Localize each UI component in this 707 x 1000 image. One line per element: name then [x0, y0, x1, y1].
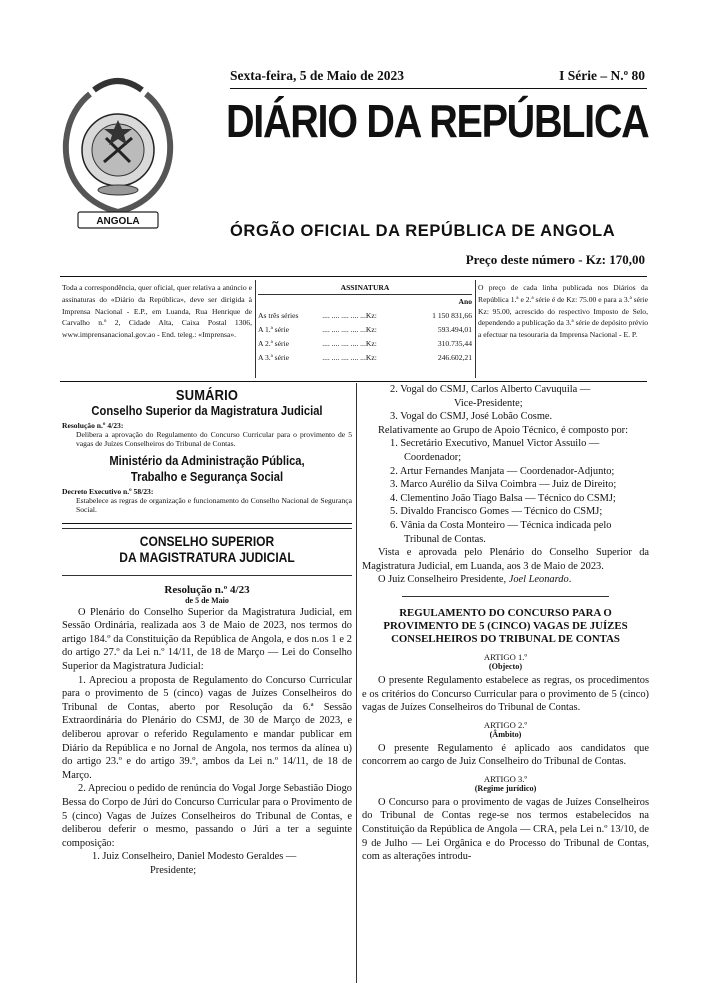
right-column [362, 383, 649, 864]
list-item: 3. Marco Aurélio da Silva Coimbra — Juiz de Direito; [390, 479, 617, 491]
subscription-box [258, 282, 472, 365]
list-item: Presidente; [150, 864, 197, 876]
list-item: Coordenador; [404, 451, 462, 463]
article-heading: ARTIGO 2.º [483, 719, 528, 730]
regulation-title: REGULAMENTO DO CONCURSO PARA O PROVIMENTO DE 5 (CINCO) VAGAS DE JUÍZES CONSELHEIROS DO TRIBUNAL DE CONTAS [383, 606, 628, 645]
section-rule [62, 528, 352, 529]
masthead-rule [230, 88, 647, 89]
paragraph: O presente Regulamento estabelece as regras, os procedimentos e os critérios do Concurso Curricular para o provimento de 5 (cinco) vagas de Juízes Conselheiros do Tribunal de Contas. [362, 674, 649, 714]
resolution-date: de 5 de Maio [185, 595, 229, 605]
info-divider [255, 280, 256, 378]
summary-ref: Resolução n.º 4/23: [62, 420, 124, 430]
article-subtitle: (Regime jurídico) [474, 783, 537, 793]
masthead-subtitle: ÓRGÃO OFICIAL DA REPÚBLICA DE ANGOLA [230, 222, 616, 240]
table-row: A 1.ª série .... .... .... .... ...Kz: 593.494,01 [258, 324, 472, 334]
article-subtitle: (Âmbito) [489, 729, 522, 739]
paragraph: O Concurso para o provimento de vagas de Juízes Conselheiros do Tribunal de Contas rege-se nos termos estabelecidos na Constituição da República de Angola — CRA, pela Lei n.º 13/10, de 9 de Julho — Lei Orgânica e do Processo do Tribunal de Contas, com as alterações introdu- [362, 796, 649, 863]
paragraph: 1. Apreciou a proposta de Regulamento do Concurso Curricular para o provimento de 5 (cinco) vagas de Juízes Conselheiros do Tribunal de Contas, aberto por Resolução da 6.ª Sessão Extraordinária do Plenário do CSMJ, de 30 de Março de 2023, e deliberou aprovar o referido Regulamento e mandar publicar em Diário da República e no Jornal de Angola, nos termos da alínea u) do artigo 23.º e do artigo 39.º, ambos da Lei n.º 14/11, de 18 de Março. [62, 674, 352, 781]
pricing-note: O preço de cada linha publicada nos Diários da República 1.ª e 2.ª série é de Kz: 75.00 e para a 3.ª série Kz: 95.00, acrescido do respectivo Imposto de Selo, dependendo a publicação da 3.ª série de depósito prévio a efectuar na tesouraria da Imprensa Nacional - E. P. [478, 283, 648, 340]
summary-desc: Delibera a aprovação do Regulamento do Concurso Curricular para o provimento de 5 vagas de Juízes Conselheiros do Tribunal de Contas. [76, 429, 352, 449]
masthead-title: DIÁRIO DA REPÚBLICA [226, 95, 649, 147]
list-item: Vice-Presidente; [454, 397, 523, 409]
section-rule [402, 596, 609, 597]
list-item: 2. Artur Fernandes Manjata — Coordenador-Adjunto; [390, 465, 615, 477]
list-item: 6. Vânia da Costa Monteiro — Técnica indicada pelo [390, 519, 612, 531]
paragraph: 2. Apreciou o pedido de renúncia do Vogal Jorge Sebastião Diogo Bessa do Corpo de Júri do Concurso Curricular para o Provimento de 5 (cinco) Vagas de Juízes Conselheiros do Tribunal de Contas, e deliberou deferir o mesmo, passando o Júri a ter a seguinte composição: [62, 783, 352, 849]
info-divider [475, 280, 476, 378]
article-heading: ARTIGO 1.º [483, 651, 528, 662]
info-rule [60, 381, 647, 382]
summary-org: Conselho Superior da Magistratura Judicial [91, 402, 323, 418]
column-divider [356, 383, 357, 983]
subscription-table [258, 295, 472, 365]
table-row: A 2.ª série .... .... .... .... ...Kz: 310.735,44 [258, 338, 472, 348]
list-item: 2. Vogal do CSMJ, Carlos Alberto Cavuquila — [390, 384, 591, 395]
left-column [62, 385, 352, 877]
summary-org: Trabalho e Segurança Social [130, 468, 284, 484]
angola-emblem [60, 62, 176, 242]
issue-price: Preço deste número - Kz: 170,00 [465, 252, 645, 267]
correspondence-note: Toda a correspondência, quer oficial, quer relativa a anúncio e assinaturas do «Diário da República», deve ser dirigida à Imprensa Nacional - E.P., em Luanda, Rua Henrique de Carvalho n.º 2, Cidade Alta, Caixa Postal 1306, www.imprensanacional.gov.ao - End. teleg.: «Imprensa». [62, 283, 252, 340]
issue-series: I Série – N.º 80 [559, 68, 645, 83]
section-title: CONSELHO SUPERIOR DA MAGISTRATURA JUDICIAL [119, 532, 295, 565]
list-item: Tribunal de Contas. [404, 533, 486, 545]
table-row: As três séries .... .... .... .... ...Kz: 1 150 831,66 [258, 310, 472, 320]
list-item: 1. Juiz Conselheiro, Daniel Modesto Geraldes — [92, 851, 297, 863]
summary-org: Ministério da Administração Pública, [109, 452, 305, 468]
emblem-label: ANGOLA [96, 216, 140, 227]
list-item: 4. Clementino João Tiago Balsa — Técnico do CSMJ; [390, 492, 616, 504]
list-item: 3. Vogal do CSMJ, José Lobão Cosme. [390, 411, 553, 423]
resolution-title: Resolução n.º 4/23 [164, 583, 250, 596]
summary-desc: Estabelece as regras de organização e funcionamento do Conselho Nacional de Segurança Social. [76, 495, 352, 515]
paragraph: O Plenário do Conselho Superior da Magistratura Judicial, em Sessão Ordinária, realizada aos 3 de Maio de 2023, nos termos do artigo 184.º da Constituição da República de Angola, e dos n.os 1 e 2 do artigo 27.º da Lei n.º 14/11, de 18 de Março — Lei do Conselho Superior da Magistratura Judicial: [62, 606, 352, 672]
year-label: Ano [458, 296, 472, 306]
section-rule [62, 575, 352, 576]
article-subtitle: (Objecto) [488, 661, 523, 671]
subscription-title: ASSINATURA [258, 282, 472, 295]
issue-date: Sexta-feira, 5 de Maio de 2023 [230, 68, 404, 83]
table-row: A 3.ª série .... .... .... .... ...Kz: 246.602,21 [258, 352, 472, 362]
article-heading: ARTIGO 3.º [483, 773, 528, 784]
summary-title: SUMÁRIO [175, 387, 239, 404]
signature: O Juiz Conselheiro Presidente, Joel Leonardo. [378, 574, 572, 586]
list-item: 1. Secretário Executivo, Manuel Victor Assuilo — [390, 438, 600, 450]
list-item: 5. Divaldo Francisco Gomes — Técnico do CSMJ; [390, 506, 603, 518]
header-rule [60, 276, 647, 277]
paragraph: Relativamente ao Grupo de Apoio Técnico, é composto por: [378, 424, 628, 436]
paragraph: O presente Regulamento é aplicado aos candidatos que concorrem ao cargo de Juiz Conselheiro do Tribunal de Contas. [362, 742, 649, 768]
section-rule [62, 523, 352, 524]
summary-ref: Decreto Executivo n.º 58/23: [62, 486, 154, 496]
paragraph: Vista e aprovada pelo Plenário do Conselho Superior da Magistratura Judicial, em Luanda, aos 3 de Maio de 2023. [362, 547, 649, 572]
